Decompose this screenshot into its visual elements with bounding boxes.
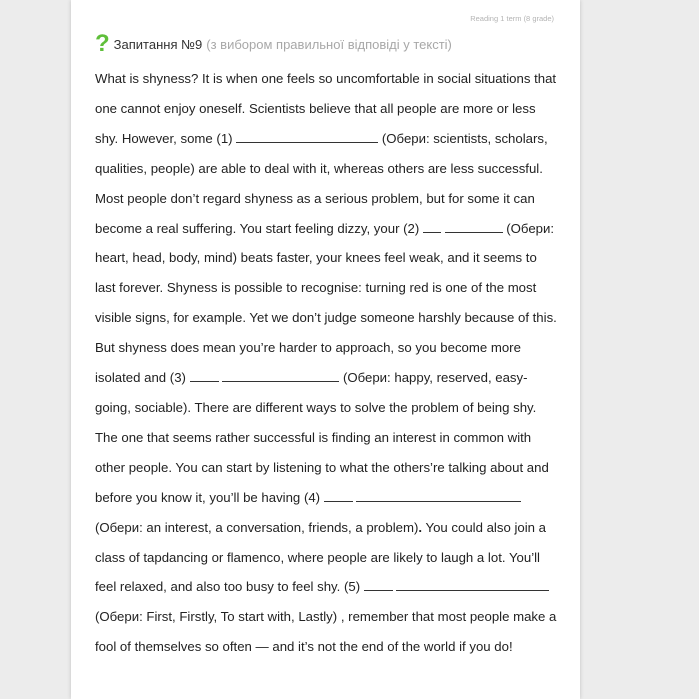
- document-page: [71, 0, 580, 699]
- answer-blank-4[interactable]: [356, 490, 521, 502]
- blank-number-2: (2): [403, 220, 420, 236]
- options-5: (Обери: First, Firstly, To start with, Lastly): [95, 609, 338, 625]
- passage-segment-4: There are different ways to solve the problem of being shy. The one that seems rather successful is finding an interest in common with other people. You can start by listening to what the others’re talking about and before you know it, you’ll be having: [95, 399, 549, 505]
- blank-number-1: (1): [216, 130, 233, 146]
- answer-blank-3a[interactable]: [190, 370, 219, 382]
- answer-blank-5[interactable]: [396, 579, 549, 591]
- blank-number-5: (5): [344, 579, 361, 595]
- options-4: (Обери: an interest, a conversation, friends, a problem): [95, 519, 419, 535]
- blank-number-4: (4): [303, 489, 321, 505]
- options-1: (Обери: scientists, scholars, qualities, people): [95, 130, 548, 176]
- question-number: Запитання №9: [113, 36, 203, 52]
- passage-segment-2: are able to deal with it, whereas others are less successful. Most people don’t regard shyness as a serious problem, but for some it can become a real suffering. You start feeling dizzy, your: [95, 160, 543, 236]
- blank-number-3: (3): [169, 370, 186, 386]
- sentence-period: .: [418, 519, 423, 535]
- question-title: [95, 30, 452, 57]
- question-mark-icon: ?: [95, 30, 110, 57]
- answer-blank-2a[interactable]: [423, 221, 441, 233]
- options-2: (Обери: heart, head, body, mind): [95, 220, 555, 266]
- reading-passage: [95, 64, 559, 662]
- options-3: (Обери: happy, reserved, easy-going, sociable).: [95, 370, 528, 415]
- passage-segment-1: What is shyness? It is when one feels so uncomfortable in social situations that one cannot enjoy oneself. Scientists believe that all people are more or less shy. However, some: [95, 71, 557, 146]
- answer-blank-1[interactable]: [236, 131, 378, 143]
- answer-blank-5a[interactable]: [364, 579, 393, 591]
- passage-segment-6: , remember that most people make a fool of themselves so often — and it’s not the end of the world if you do!: [95, 609, 557, 655]
- passage-segment-3: beats faster, your knees feel weak, and it seems to last forever. Shyness is possible to recognise: turning red is one of the most visible signs, for example. Yet we don’t judge someone harshly because of this. But shyness does mean you’re harder to approach, so you become more isolated and: [95, 250, 557, 386]
- answer-blank-3[interactable]: [222, 370, 339, 382]
- passage-segment-5: You could also join a class of tapdancing or flamenco, where people are likely to laugh a lot. You’ll feel relaxed, and also too busy to feel shy.: [95, 519, 546, 595]
- header-note: Reading 1 term (8 grade): [470, 14, 554, 23]
- answer-blank-4a[interactable]: [324, 490, 353, 502]
- question-instruction: (з вибором правильної відповіді у тексті): [206, 36, 452, 52]
- answer-blank-2[interactable]: [445, 221, 503, 233]
